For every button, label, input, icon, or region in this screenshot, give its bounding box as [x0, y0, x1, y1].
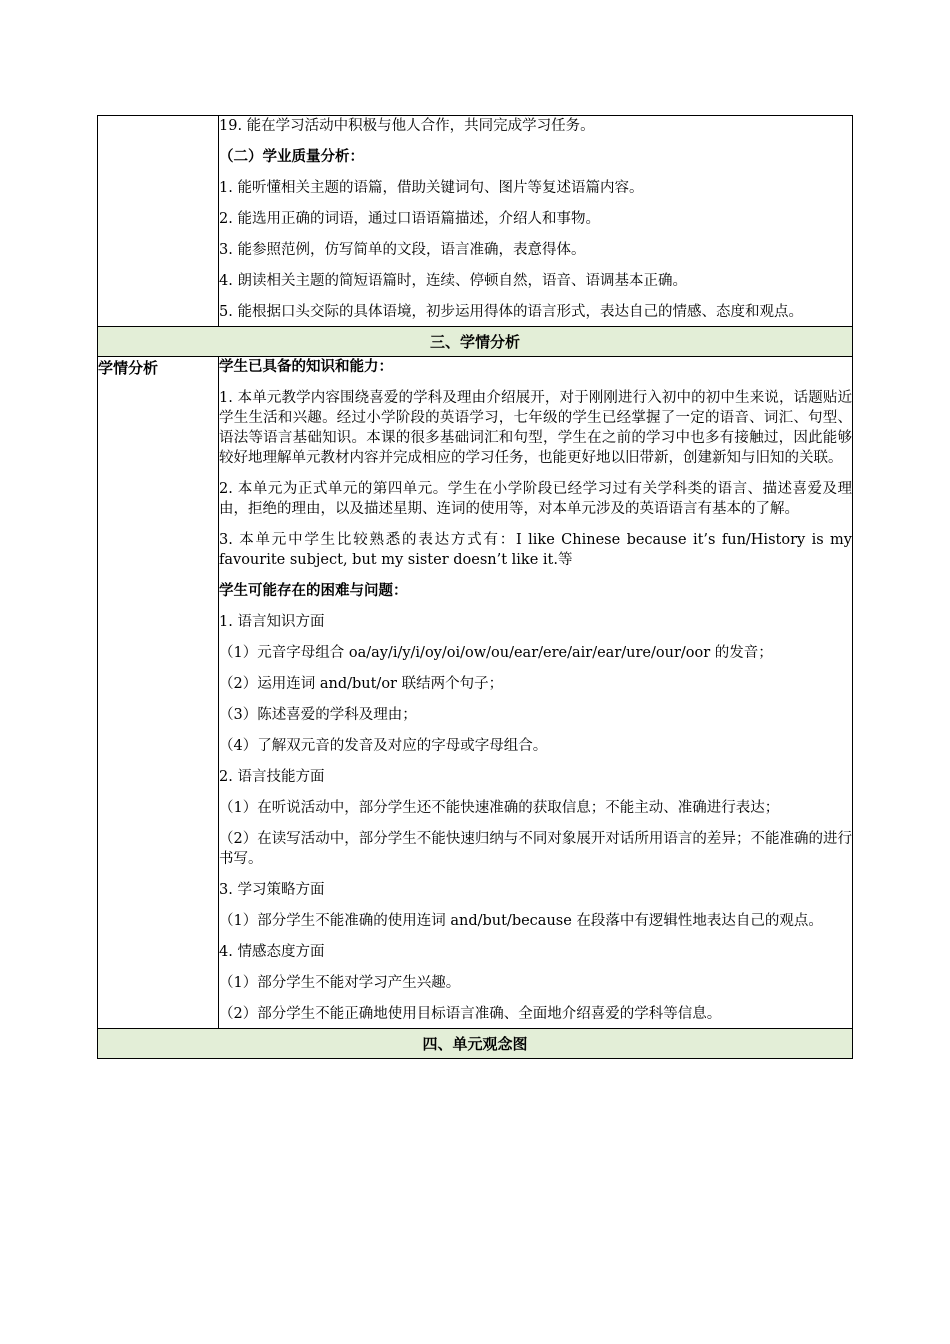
quality-analysis-list	[219, 116, 852, 322]
paragraph: （1）部分学生不能对学习产生兴趣。	[219, 975, 461, 991]
paragraph: 4. 情感态度方面	[219, 944, 325, 960]
paragraph: 5. 能根据口头交际的具体语境，初步运用得体的语言形式，表达自己的情感、态度和观点。	[219, 304, 803, 320]
learner-analysis-label: 学情分析	[98, 357, 219, 1029]
paragraph: 1. 能听懂相关主题的语篇，借助关键词句、图片等复述语篇内容。	[219, 180, 644, 196]
lesson-plan-table	[97, 115, 853, 1059]
learner-analysis-content	[219, 357, 853, 1029]
empty-label-cell	[98, 116, 219, 327]
paragraph: 1. 本单元教学内容围绕喜爱的学科及理由介绍展开，对于刚刚进行入初中的初中生来说，话题贴近学生生活和兴趣。经过小学阶段的英语学习，七年级的学生已经掌握了一定的语音、词汇、句型、语法等语言基础知识。本课的很多基础词汇和句型，学生在之前的学习中也多有接触过，因此能够较好地理解单元教材内容并完成相应的学习任务，也能更好地以旧带新，创建新知与旧知的关联。	[219, 390, 852, 466]
paragraph: （1）在听说活动中，部分学生还不能快速准确的获取信息；不能主动、准确进行表达；	[219, 800, 780, 816]
section-title-3: 三、学情分析	[98, 327, 853, 357]
subheading: 学生已具备的知识和能力：	[219, 358, 393, 375]
paragraph: （3）陈述喜爱的学科及理由；	[219, 707, 417, 723]
paragraph: （1）元音字母组合 oa/ay/i/y/i/oy/oi/ow/ou/ear/ere/air/ear/ure/our/oor 的发音；	[219, 645, 773, 661]
quality-analysis-content	[219, 116, 853, 327]
paragraph: （1）部分学生不能准确的使用连词 and/but/because 在段落中有逻辑性地表达自己的观点。	[219, 913, 823, 929]
row-learner-analysis	[98, 357, 853, 1029]
paragraph: 2. 语言技能方面	[219, 769, 325, 785]
row-quality-analysis	[98, 116, 853, 327]
paragraph: （4）了解双元音的发音及对应的字母或字母组合。	[219, 738, 548, 754]
paragraph: 3. 能参照范例，仿写简单的文段，语言准确，表意得体。	[219, 242, 586, 258]
paragraph: 3. 本单元中学生比较熟悉的表达方式有：I like Chinese because it’s fun/History is my favourite subject, but my sister doesn’t like it.等	[219, 532, 852, 568]
section-title-4: 四、单元观念图	[98, 1029, 853, 1059]
paragraph: 19. 能在学习活动中积极与他人合作，共同完成学习任务。	[219, 118, 595, 134]
paragraph: 4. 朗读相关主题的简短语篇时，连续、停顿自然，语音、语调基本正确。	[219, 273, 687, 289]
paragraph: 3. 学习策略方面	[219, 882, 325, 898]
learner-analysis-list	[219, 357, 852, 1024]
subheading: 学生可能存在的困难与问题：	[219, 582, 408, 599]
paragraph: 2. 本单元为正式单元的第四单元。学生在小学阶段已经学习过有关学科类的语言、描述喜爱及理由，拒绝的理由，以及描述星期、连词的使用等，对本单元涉及的英语语言有基本的了解。	[219, 481, 852, 517]
paragraph: （2）在读写活动中，部分学生不能快速归纳与不同对象展开对话所用语言的差异；不能准确的进行书写。	[219, 831, 852, 867]
section-header-row	[98, 1029, 853, 1059]
paragraph: （2）运用连词 and/but/or 联结两个句子；	[219, 676, 504, 692]
paragraph: （2）部分学生不能正确地使用目标语言准确、全面地介绍喜爱的学科等信息。	[219, 1006, 722, 1022]
subheading: （二）学业质量分析：	[219, 148, 364, 165]
paragraph: 2. 能选用正确的词语，通过口语语篇描述，介绍人和事物。	[219, 211, 600, 227]
section-header-row	[98, 327, 853, 357]
paragraph: 1. 语言知识方面	[219, 614, 325, 630]
